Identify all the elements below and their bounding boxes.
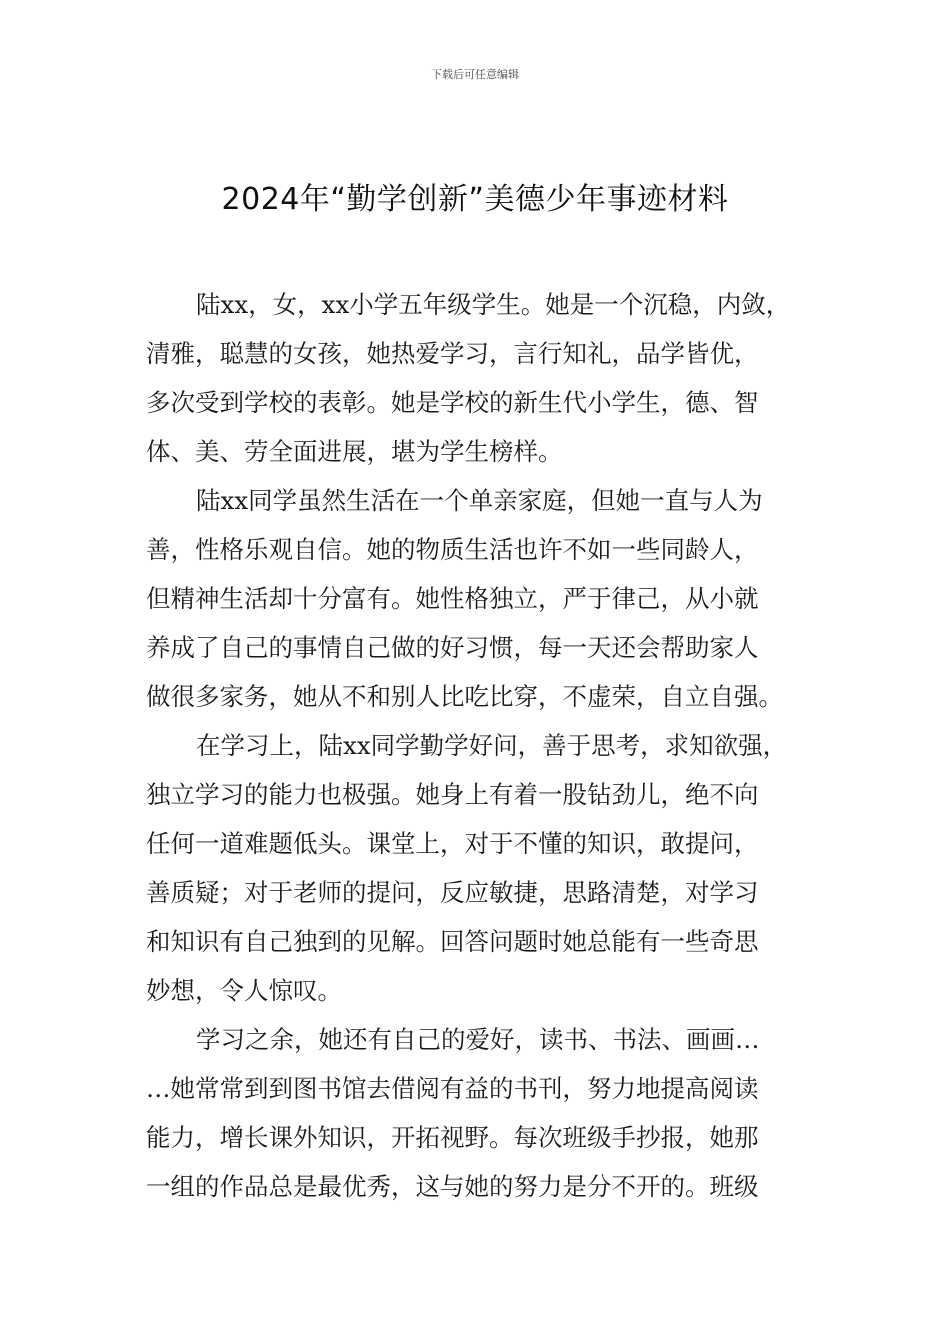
text-line: 善质疑；对于老师的提问，反应敏捷，思路清楚，对学习: [146, 878, 759, 907]
text-line: …她常常到到图书馆去借阅有益的书刊，努力地提高阅读: [146, 1074, 759, 1103]
paragraph-2: [146, 476, 826, 721]
document-title: 2024年“勤学创新”美德少年事迹材料: [221, 182, 729, 217]
paragraph-1: [146, 280, 826, 476]
paragraph-3: [146, 721, 826, 1015]
text-line: 多次受到学校的表彰。她是学校的新生代小学生，德、智: [146, 388, 759, 417]
document-body: [146, 280, 826, 1211]
text-line: 善，性格乐观自信。她的物质生活也许不如一些同龄人，: [146, 535, 759, 564]
text-line: 独立学习的能力也极强。她身上有着一股钻劲儿，绝不向: [146, 780, 759, 809]
text-line: 学习之余，她还有自己的爱好，读书、书法、画画…: [196, 1025, 760, 1054]
text-line: 一组的作品总是最优秀，这与她的努力是分不开的。班级: [146, 1172, 759, 1201]
text-line: 和知识有自己独到的见解。回答问题时她总能有一些奇思: [146, 927, 759, 956]
text-line: 在学习上，陆xx同学勤学好问，善于思考，求知欲强，: [196, 731, 788, 760]
text-line: 做很多家务，她从不和别人比吃比穿，不虚荣，自立自强。: [146, 682, 783, 711]
text-line: 但精神生活却十分富有。她性格独立，严于律己，从小就: [146, 584, 759, 613]
text-line: 体、美、劳全面进展，堪为学生榜样。: [146, 437, 563, 466]
text-line: 任何一道难题低头。课堂上，对于不懂的知识，敢提问，: [146, 829, 759, 858]
text-line: 养成了自己的事情自己做的好习惯，每一天还会帮助家人: [146, 633, 759, 662]
text-line: 陆xx同学虽然生活在一个单亲家庭，但她一直与人为: [196, 486, 763, 515]
paragraph-4: [146, 1015, 826, 1211]
text-line: 清雅，聪慧的女孩，她热爱学习，言行知礼，品学皆优，: [146, 339, 759, 368]
text-line: 能力，增长课外知识，开拓视野。每次班级手抄报，她那: [146, 1123, 759, 1152]
text-line: 陆xx，女，xx小学五年级学生。她是一个沉稳，内敛，: [196, 290, 791, 319]
header-note: 下载后可任意编辑: [431, 68, 519, 81]
text-line: 妙想，令人惊叹。: [146, 976, 342, 1005]
